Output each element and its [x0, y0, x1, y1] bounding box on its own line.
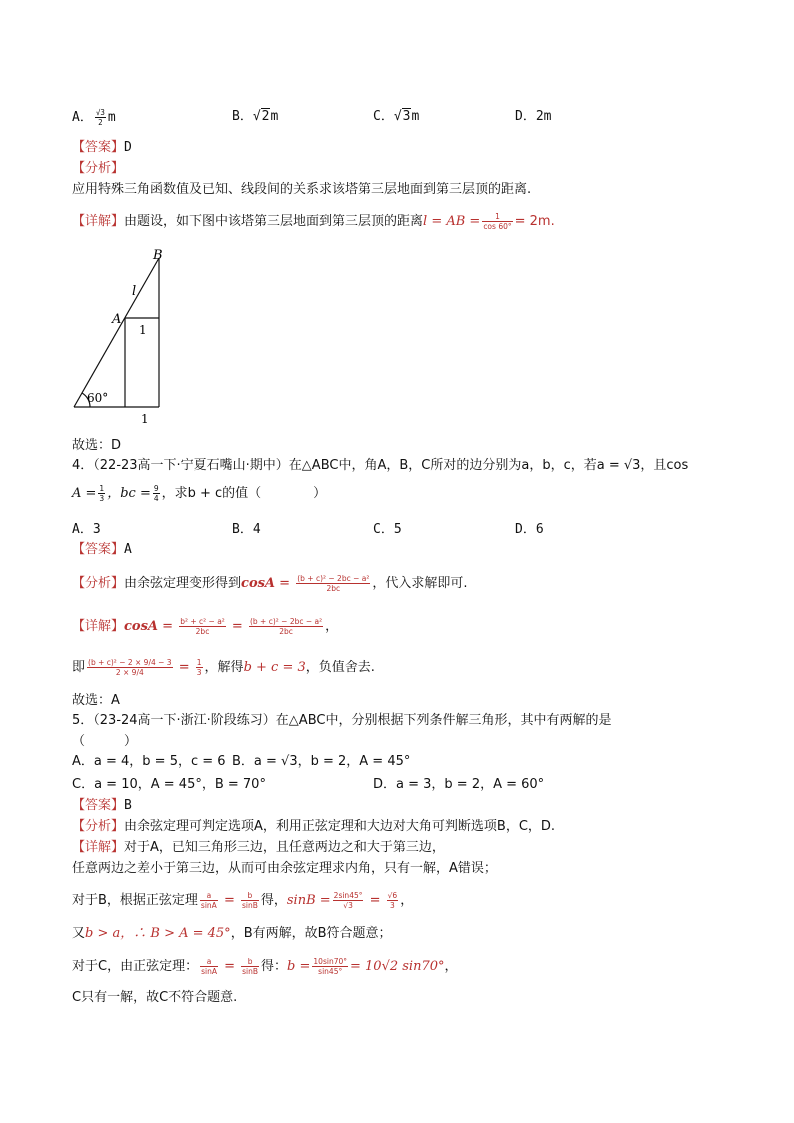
q4-stem-line2: A = $\frac{1}{3}$ ，bc = $\frac{9}{4}$ ，求b + c的值（ ） — [72, 484, 327, 503]
q3-analysis-text: 应用特殊三角函数值及已知、线段间的关系求该塔第三层地面到第三层顶的距离. — [72, 182, 532, 197]
label-1-bottom: 1 — [141, 412, 149, 426]
q3-detail: 【详解】由题设，如下图中该塔第三层地面到第三层顶的距离l = AB = $\frac{1}{\cos 60^\circ}$ = 2m. — [72, 212, 555, 231]
q5-stem-line1: 5．（23-24高一下·浙江·阶段练习）在△ABC中，分别根据下列条件解三角形，其中有两解的是 — [72, 713, 612, 728]
q4-option-c: C．5 — [373, 522, 402, 537]
q5-option-d: D．a = 3，b = 2，A = 60° — [373, 777, 545, 792]
label-angle: 60° — [87, 391, 109, 405]
q5-stem-line2: （ ） — [72, 734, 138, 749]
q4-option-a: A．3 — [72, 522, 101, 537]
q3-option-a: A． $\frac{√3}{2}$ m — [72, 108, 116, 127]
label-b: B — [153, 248, 163, 263]
q3-answer: 【答案】D — [72, 140, 132, 155]
label-l: l — [132, 284, 137, 299]
q4-detail: 【详解】cosA = $\frac{\text{b² + c² − a²}}{2bc}$ = $\frac{\text{(b + c)² − 2bc − a²}}{2bc}$ ， — [72, 617, 339, 636]
q3-option-c: C．√3m — [373, 109, 420, 124]
label-1-top: 1 — [139, 323, 147, 337]
q5-option-b: B．a = √3，b = 2，A = 45° — [232, 754, 411, 769]
q5-answer: 【答案】B — [72, 798, 132, 813]
q4-answer: 【答案】A — [72, 542, 132, 557]
q4-stem-line1: 4．（22-23高一下·宁夏石嘴山·期中）在△ABC中，角A，B，C所对的边分别为a，b，c，若a = √3，且cos — [72, 458, 689, 473]
q5-detail-c-last: C只有一解，故C不符合题意. — [72, 990, 238, 1005]
q3-option-b: B．√2m — [232, 109, 279, 124]
q5-detail-line2: 任意两边之差小于第三边，从而可由余弦定理求内角，只有一解，A错误； — [72, 861, 497, 876]
q4-option-d: D．6 — [515, 522, 544, 537]
q5-detail-also: 又b > a，∴ B > A = 45°，B有两解，故B符合题意； — [72, 926, 392, 941]
q4-solve: 即 $\frac{\text{(b + c)² − 2 × 9/4 − 3}}{2 \times 9/4}$ = $\frac{1}{3}$ ，解得b + c = 3，负值舍去. — [72, 658, 375, 677]
q3-option-d: D．2m — [515, 109, 552, 124]
q5-detail-b: 对于B，根据正弦定理 $\frac{a}{\sin A}$ = $\frac{b}{\sin B}$ 得，sinB = $\frac{2\sin 45^\circ}{√3}$ = $\frac{√6}{3}$ ， — [72, 891, 414, 910]
answer-label: 【答案】 — [72, 140, 125, 155]
q4-option-b: B．4 — [232, 522, 261, 537]
q5-option-c: C．a = 10，A = 45°，B = 70° — [72, 777, 266, 792]
q4-analysis: 【分析】由余弦定理变形得到cosA = $\frac{\text{(b + c)² − 2bc − a²}}{2bc}$ ，代入求解即可. — [72, 574, 468, 593]
triangle-figure — [68, 246, 168, 426]
q5-detail-c: 对于C，由正弦定理： $\frac{a}{\sin A}$ = $\frac{b}{\sin B}$ 得：b = $\frac{10\sin 70^\circ}{\sin 45^\circ}$ = 10√2 sin70°， — [72, 957, 458, 976]
q4-choose: 故选：A — [72, 693, 120, 708]
q3-analysis-label: 【分析】 — [72, 161, 125, 176]
label-a: A — [112, 312, 122, 327]
q5-detail-line1: 【详解】对于A，已知三角形三边，且任意两边之和大于第三边， — [72, 840, 445, 855]
q5-analysis: 【分析】由余弦定理可判定选项A，利用正弦定理和大边对大角可判断选项B，C，D. — [72, 819, 556, 834]
q5-option-a: A．a = 4，b = 5，c = 6 — [72, 754, 226, 769]
q3-choose: 故选：D — [72, 438, 122, 453]
